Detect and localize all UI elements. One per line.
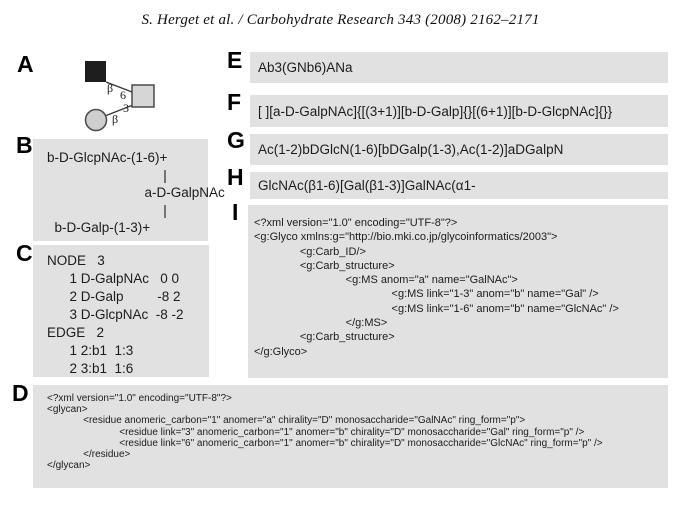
linearcode-notation-bar [250,52,668,83]
xml-line: <glycan> [47,404,88,416]
xml-line: <?xml version="1.0" encoding="UTF-8"?> [47,393,232,404]
iupac-notation-bar [250,172,668,199]
notation-line: 3 D-GlcpNAc -8 -2 [47,307,184,322]
anomer-label-bottom: β [112,112,119,126]
node-edge-notation-panel [33,245,209,377]
panel-label-b: B [16,132,33,158]
panel-label-d: D [12,380,29,406]
black-square-symbol [85,61,106,82]
panel-label-a: A [17,51,34,77]
xml-line: </g:Glyco> [254,345,308,358]
notation-line: EDGE 2 [47,325,105,340]
notation-line: 2 D-Galp -8 2 [47,289,181,304]
xml-line: </g:MS> [254,317,388,330]
position-label-3: 3 [123,101,129,115]
panel-label-i: I [232,199,239,225]
xml-line: <g:Glyco xmlns:g="http://bio.mki.co.jp/glycoinformatics/2003"> [254,231,558,244]
gray-circle-symbol [86,110,107,131]
notation-line: 1 2:b1 1:3 [47,343,134,358]
xml-line: <g:Carb_structure> [254,331,395,344]
xml-line: <?xml version="1.0" encoding="UTF-8"?> [254,217,458,229]
linucs-style-notation-panel [33,139,225,241]
panel-label-h: H [227,164,244,190]
glycan-symbol-diagram [78,55,170,137]
position-label-6: 6 [120,88,126,102]
notation-line: b-D-Galp-(1-3)+ [47,220,151,235]
panel-label-e: E [227,47,243,73]
notation-line: b-D-GlcpNAc-(1-6)+ [47,150,168,165]
glyco-xml-panel [248,205,668,378]
notation-text: Ac(1-2)bDGlcN(1-6)[bDGalp(1-3),Ac(1-2)]aDGalpN [258,142,564,157]
condensed-notation-bar [250,134,668,165]
xml-line: <residue anomeric_carbon="1" anomer="a" chirality="D" monosaccharide="GalNAc" ring_form="p"> [47,415,526,427]
notation-text: GlcNAc(β1-6)[Gal(β1-3)]GalNAc(α1- [258,178,476,193]
xml-line: </residue> [47,449,131,461]
notation-text: Ab3(GNb6)ANa [258,60,353,75]
panel-label-g: G [227,127,245,153]
bracket-notation-bar [250,95,668,127]
xml-line: <g:MS link="1-6" anom="b" name="GlcNAc" /> [254,302,619,315]
gray-square-symbol [132,85,154,107]
journal-citation: S. Herget et al. / Carbohydrate Research 343 (2008) 2162–2171 [141,12,540,28]
xml-line: </glycan> [47,460,91,472]
xml-line: <residue link="6" anomeric_carbon="1" anomer="b" chirality="D" monosaccharide="GlcNAc" ring_form="p" /> [47,437,603,449]
xml-line: <g:Carb_ID/> [254,245,366,258]
xml-line: <g:Carb_structure> [254,259,395,272]
xml-line: <residue link="3" anomeric_carbon="1" anomer="b" chirality="D" monosaccharide="Gal" ring_form="p" /> [47,426,585,438]
xml-line: <g:MS anom="a" name="GalNAc"> [254,274,518,287]
xml-line: <g:MS link="1-3" anom="b" name="Gal" /> [254,288,599,301]
notation-line: a-D-GalpNAc [47,185,225,200]
notation-line: | [47,167,167,183]
glycan-xml-panel [33,385,668,488]
notation-text: [ ][a-D-GalpNAc]{[(3+1)][b-D-Galp]{}[(6+1)][b-D-GlcpNAc]{}} [258,103,613,119]
notation-line: 1 D-GalpNAc 0 0 [47,271,180,286]
notation-line: 2 3:b1 1:6 [47,361,134,376]
anomer-label-top: β [107,81,114,95]
notation-line: | [47,202,167,218]
notation-line: NODE 3 [47,253,105,268]
panel-label-f: F [227,89,242,115]
panel-label-c: C [16,240,33,266]
